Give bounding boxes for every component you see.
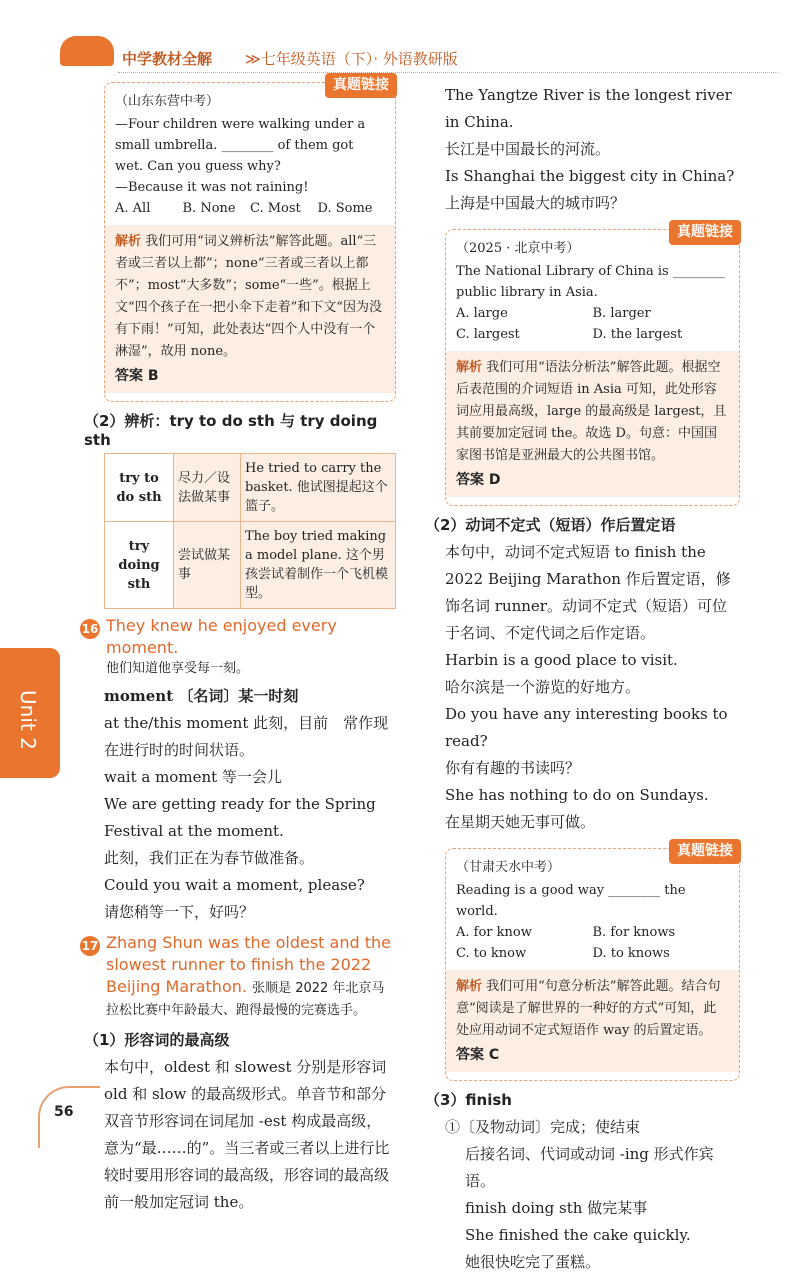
section-heading: （2）辨析：try to do sth 与 try doing sth (84, 412, 378, 449)
sentence-number: 16 (80, 619, 100, 639)
option: B. larger (592, 306, 651, 321)
analysis-text: 我们可用“词义辨析法”解答此题。all“三者或三者以上都”；none“三者或三者以上都不”；most“大多数”；some“一些”。根据上文“四个孩子在一把小伞下走着”和下文“因为没有下雨！”可知，此处表达“四个人中没有一个淋湿”，故用 none。 (115, 234, 382, 359)
unit-label: Unit 2 (16, 690, 40, 750)
note-line: Could you wait a moment, please? (104, 876, 365, 894)
finish-notes (445, 1114, 740, 1276)
exam-question-box-2 (445, 224, 740, 506)
option: C. to know (456, 946, 527, 961)
analysis-block (446, 351, 739, 497)
option: D. to knows (592, 946, 670, 961)
example-line: 在星期天她无事可做。 (445, 813, 596, 831)
sentence-english: They knew he enjoyed every moment. (106, 616, 337, 657)
question-stem: The National Library of China is ________ public library in Asia. (456, 264, 725, 300)
question-source: （甘肃天水中考） (456, 860, 561, 875)
example-line: 长江是中国最长的河流。 (445, 140, 611, 158)
example-line: 上海是中国最大的城市吗？ (445, 194, 626, 212)
exam-link-tag: 真题链接 (669, 839, 741, 864)
note-line: at the/this moment 此刻，目前 常作现在进行时的时间状语。 (104, 714, 389, 759)
comparison-table (104, 453, 396, 609)
table-cell: try doing sth (105, 522, 174, 609)
options (456, 303, 729, 345)
note-line: moment 〔名词〕某一时刻 (104, 687, 299, 705)
analysis-text: 我们可用“句意分析法”解答此题。结合句意“阅读是了解世界的一种好的方式”可知，此处应用动词不定式短语作 way 的后置定语。 (456, 979, 721, 1038)
analysis-label: 解析 (456, 979, 483, 994)
sentence-17 (80, 932, 396, 1021)
example-lines (445, 82, 740, 217)
table-cell: 尽力／设法做某事 (174, 454, 241, 522)
header-divider (118, 72, 778, 73)
table-cell: 尝试做某事 (174, 522, 241, 609)
answer: 答案 B (115, 368, 159, 384)
note-line: 她很快吃完了蛋糕。 (465, 1253, 601, 1271)
options (456, 922, 729, 964)
section-heading: （1）形容词的最高级 (84, 1031, 230, 1049)
section-heading: （3）finish (425, 1091, 512, 1109)
analysis-block (105, 225, 395, 393)
example-line: Harbin is a good place to visit. (445, 651, 678, 669)
sentence-chinese: 张顺是 2022 年北京马拉松比赛中年龄最大、跑得最慢的完赛选手。 (106, 981, 385, 1018)
example-line: Is Shanghai the biggest city in China? (445, 167, 735, 185)
option: B. None (182, 201, 236, 216)
question-source: （山东东营中考） (115, 94, 220, 109)
example-lines (445, 647, 740, 836)
example-line: The Yangtze River is the longest river in China. (445, 86, 732, 131)
book-logo-icon (60, 36, 114, 66)
sentence-chinese: 他们知道他享受每一刻。 (106, 661, 250, 676)
note-line: 请您稍等一下，好吗？ (104, 903, 255, 921)
note-line: finish doing sth 做完某事 (465, 1199, 648, 1217)
note-line: ①〔及物动词〕完成；使结束 (445, 1118, 641, 1136)
analysis-label: 解析 (456, 360, 483, 375)
header-title: 中学教材全解 (122, 50, 213, 68)
moment-notes (104, 683, 396, 926)
exam-question-box-1 (104, 77, 396, 402)
exam-question-box-3 (445, 843, 740, 1081)
answer: 答案 D (456, 472, 501, 488)
example-line: She has nothing to do on Sundays. (445, 786, 709, 804)
options (115, 198, 385, 219)
sentence-english: Zhang Shun was the oldest and the slowest runner to finish the 2022 Beijing Marathon. (106, 933, 391, 996)
note-line: 后接名词、代词或动词 -ing 形式作宾语。 (465, 1145, 714, 1190)
note-line: We are getting ready for the Spring Festival at the moment. (104, 795, 376, 840)
option: B. for knows (592, 925, 676, 940)
table-cell: try to do sth (105, 454, 174, 522)
question-source: （2025 · 北京中考） (456, 241, 580, 256)
example-line: Do you have any interesting books to read? (445, 705, 728, 750)
paragraph: 本句中，动词不定式短语 to finish the 2022 Beijing Marathon 作后置定语，修饰名词 runner。动词不定式（短语）可位于名词、不定代词之后作定语。 (445, 543, 731, 642)
section-heading: （2）动词不定式（短语）作后置定语 (425, 516, 676, 534)
sentence-number: 17 (80, 936, 100, 956)
question-stem: Reading is a good way ________ the world. (456, 883, 686, 919)
example-line: 哈尔滨是一个游览的好地方。 (445, 678, 641, 696)
page-header (0, 0, 800, 80)
note-line: wait a moment 等一会儿 (104, 768, 282, 786)
analysis-text: 我们可用“语法分析法”解答此题。根据空后表范围的介词短语 in Asia 可知，此处形容词应用最高级，large 的最高级是 largest，且其前要加定冠词 the。故选 D。句意：中国国家图书馆是亚洲最大的公共图书馆。 (456, 360, 727, 463)
paragraph: 本句中，oldest 和 slowest 分别是形容词 old 和 slow 的最高级形式。单音节和部分双音节形容词在词尾加 -est 构成最高级，意为“最……的”。当三者或三者以上进行比较时要用形容词的最高级，形容词的最高级前一般加定冠词 the。 (104, 1058, 390, 1211)
exam-link-tag: 真题链接 (325, 73, 397, 98)
table-row (105, 522, 396, 609)
right-column (425, 82, 740, 1276)
left-column (81, 77, 396, 1216)
answer: 答案 C (456, 1047, 500, 1063)
note-line: She finished the cake quickly. (465, 1226, 691, 1244)
question-line: —Because it was not raining! (115, 180, 309, 195)
option: C. largest (456, 327, 520, 342)
option: A. for know (456, 925, 532, 940)
header-subtitle: ≫七年级英语（下）· 外语教研版 (245, 50, 458, 68)
exam-link-tag: 真题链接 (669, 220, 741, 245)
option: A. All (115, 201, 151, 216)
question-line: —Four children were walking under a small umbrella. ________ of them got wet. Can you guess why? (115, 117, 366, 174)
option: D. Some (317, 201, 373, 216)
analysis-label: 解析 (115, 234, 142, 249)
option: A. large (456, 306, 508, 321)
sentence-16 (80, 615, 396, 679)
table-cell: He tried to carry the basket. 他试图提起这个篮子。 (241, 454, 396, 522)
page-number: 56 (54, 1104, 74, 1120)
example-line: 你有有趣的书读吗？ (445, 759, 581, 777)
note-line: 此刻，我们正在为春节做准备。 (104, 849, 315, 867)
unit-side-tab (0, 648, 60, 778)
table-cell: The boy tried making a model plane. 这个男孩尝试着制作一个飞机模型。 (241, 522, 396, 609)
table-row (105, 454, 396, 522)
analysis-block (446, 970, 739, 1072)
option: C. Most (250, 201, 301, 216)
option: D. the largest (592, 327, 683, 342)
